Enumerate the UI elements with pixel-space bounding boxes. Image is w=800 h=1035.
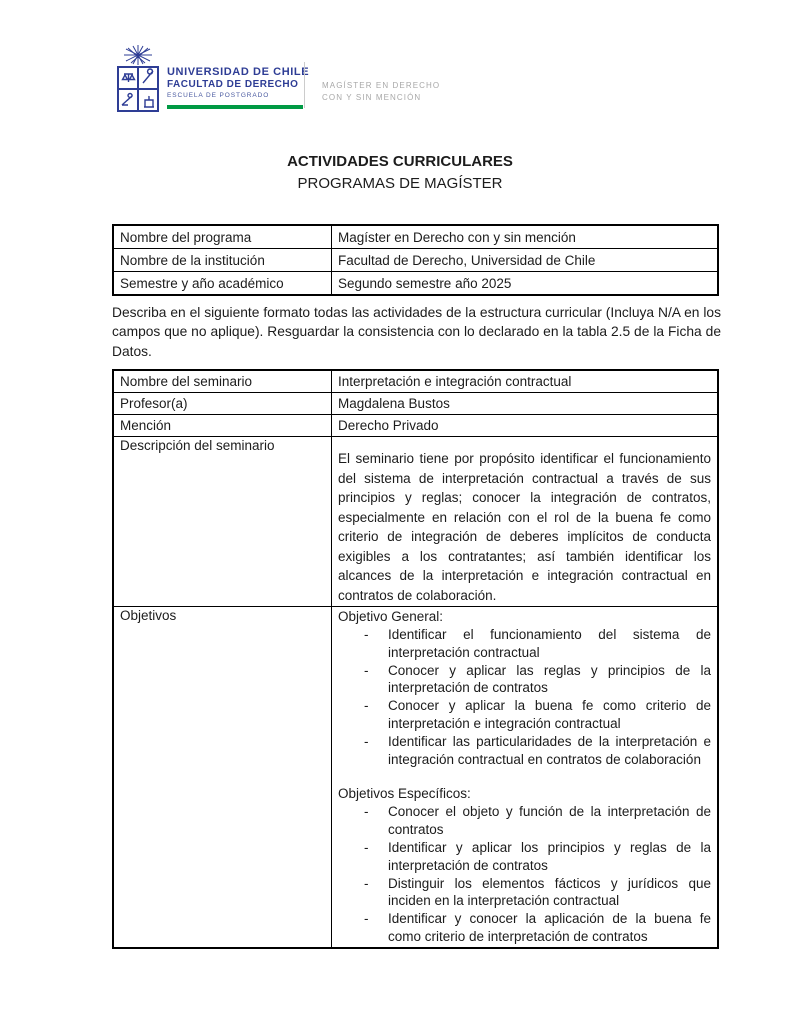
header-divider — [304, 62, 305, 108]
tagline-line-1: MAGÍSTER EN DERECHO — [322, 81, 441, 90]
university-shield-icon — [115, 44, 161, 114]
list-item: - Conocer el objeto y función de la interpretación de contratos — [388, 803, 711, 839]
specific-objectives-list — [338, 803, 711, 945]
mention-value: Derecho Privado — [332, 415, 719, 437]
table-row — [113, 437, 718, 607]
general-objective-heading: Objetivo General: — [338, 609, 444, 624]
table-row — [113, 225, 718, 249]
title-line-2: PROGRAMAS DE MAGÍSTER — [297, 174, 503, 192]
professor-label: Profesor(a) — [113, 393, 332, 415]
school-name: ESCUELA DE POSTGRADO — [167, 92, 270, 99]
mention-label: Mención — [113, 415, 332, 437]
instructions-paragraph: Describa en el siguiente formato todas las actividades de la estructura curricular (Incluya N/A en los campos que no aplique). Resguardar la consistencia con lo declarado en la tabla 2.5 de la Ficha de Datos. — [112, 305, 721, 359]
university-logo — [115, 44, 309, 114]
list-item: - Distinguir los elementos fácticos y jurídicos que inciden en la interpretación contractual — [388, 875, 711, 911]
list-item: - Conocer y aplicar la buena fe como criterio de interpretación e integración contractual — [388, 697, 711, 733]
table-row — [113, 370, 718, 393]
table-row — [113, 607, 718, 948]
seminar-name-value: Interpretación e integración contractual — [332, 370, 719, 393]
semester-label: Semestre y año académico — [113, 272, 332, 296]
description-text: El seminario tiene por propósito identificar el funcionamiento del sistema de interpretación contractual a través de sus principios y reglas; conocer la integración de contratos, especialmente en relación con el rol de la buena fe como criterio de integración de deberes implícitos de conducta exigibles a los contratantes; así también identificar los alcances de la interpretación e integración contractual en contratos de colaboración. — [338, 451, 711, 603]
table-row — [113, 272, 718, 296]
objectives-cell — [332, 607, 719, 948]
list-item: - Identificar y conocer la aplicación de la buena fe como criterio de interpretación de contratos — [388, 910, 711, 946]
objectives-content — [338, 608, 711, 946]
institution-label: Nombre de la institución — [113, 249, 332, 272]
general-objectives-list — [338, 626, 711, 768]
list-item: - Identificar y aplicar los principios y reglas de la interpretación de contratos — [388, 839, 711, 875]
objectives-label: Objetivos — [113, 607, 332, 948]
program-tagline — [322, 80, 440, 103]
faculty-name: FACULTAD DE DERECHO — [167, 79, 299, 90]
tagline-line-2: CON Y SIN MENCIÓN — [322, 92, 422, 102]
specific-objectives-heading: Objetivos Específicos: — [338, 786, 471, 802]
list-item: - Conocer y aplicar las reglas y principios de la interpretación de contratos — [388, 662, 711, 698]
title-line-1: ACTIVIDADES CURRICULARES — [287, 153, 513, 170]
program-name-value: Magíster en Derecho con y sin mención — [332, 225, 719, 249]
institution-value: Facultad de Derecho, Universidad de Chile — [332, 249, 719, 272]
professor-value: Magdalena Bustos — [332, 393, 719, 415]
table-row — [113, 249, 718, 272]
description-cell — [332, 437, 719, 607]
program-name-label: Nombre del programa — [113, 225, 332, 249]
university-wordmark — [167, 44, 309, 109]
description-label: Descripción del seminario — [113, 437, 332, 607]
table-row — [113, 393, 718, 415]
list-item: - Identificar el funcionamiento del sistema de interpretación contractual — [388, 626, 711, 662]
green-underline — [167, 105, 303, 109]
seminar-name-label: Nombre del seminario — [113, 370, 332, 393]
document-title — [0, 151, 800, 194]
table-row — [113, 415, 718, 437]
seminar-table — [112, 369, 719, 949]
semester-value: Segundo semestre año 2025 — [332, 272, 719, 296]
list-item: - Identificar las particularidades de la interpretación e integración contractual en contratos de colaboración — [388, 733, 711, 769]
program-info-table — [112, 224, 719, 296]
university-name: UNIVERSIDAD DE CHILE — [167, 66, 310, 78]
